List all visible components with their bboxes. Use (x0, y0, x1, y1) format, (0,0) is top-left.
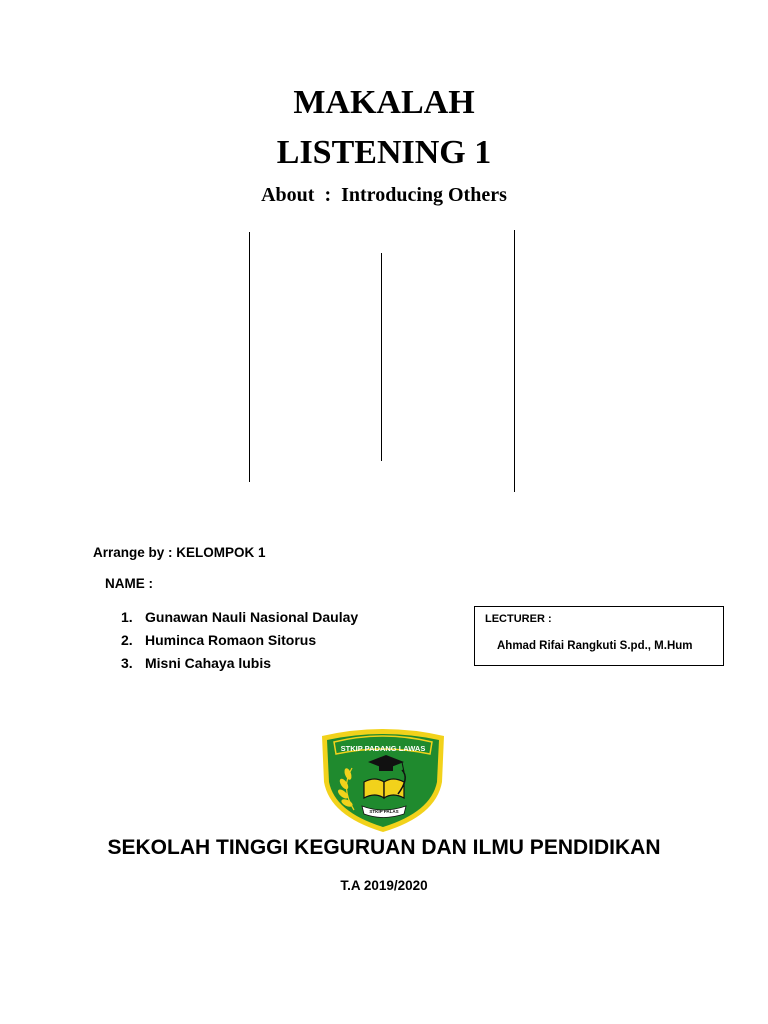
member-name: Gunawan Nauli Nasional Daulay (145, 609, 359, 625)
vertical-line-middle (381, 253, 382, 461)
stkip-logo (316, 724, 450, 834)
member-list (121, 606, 358, 675)
vertical-line-left (249, 232, 250, 482)
member-item (121, 652, 358, 675)
lecturer-name: Ahmad Rifai Rangkuti S.pd., M.Hum (497, 640, 693, 652)
member-number: 3. (121, 655, 133, 671)
academic-year: T.A 2019/2020 (340, 878, 428, 893)
member-name: Huminca Romaon Sitorus (145, 632, 317, 648)
document-title: MAKALAH (293, 84, 475, 121)
logo-banner-text: STKIP PADANG LAWAS (340, 744, 426, 753)
school-name: SEKOLAH TINGGI KEGURUAN DAN ILMU PENDIDIKAN (107, 836, 661, 859)
name-label: NAME : (105, 576, 153, 591)
arranged-by-text: Arrange by : KELOMPOK 1 (93, 545, 266, 560)
document-subject: LISTENING 1 (276, 134, 492, 171)
member-number: 1. (121, 609, 133, 625)
member-name: Misni Cahaya lubis (145, 655, 272, 671)
member-item (121, 629, 358, 652)
member-number: 2. (121, 632, 133, 648)
lecturer-label: LECTURER : (485, 613, 552, 625)
vertical-line-right (514, 230, 515, 492)
member-item (121, 606, 358, 629)
logo-ribbon-text: STKIP PALAS (369, 809, 399, 814)
lecturer-box (474, 606, 724, 666)
document-about: About : Introducing Others (261, 184, 507, 206)
